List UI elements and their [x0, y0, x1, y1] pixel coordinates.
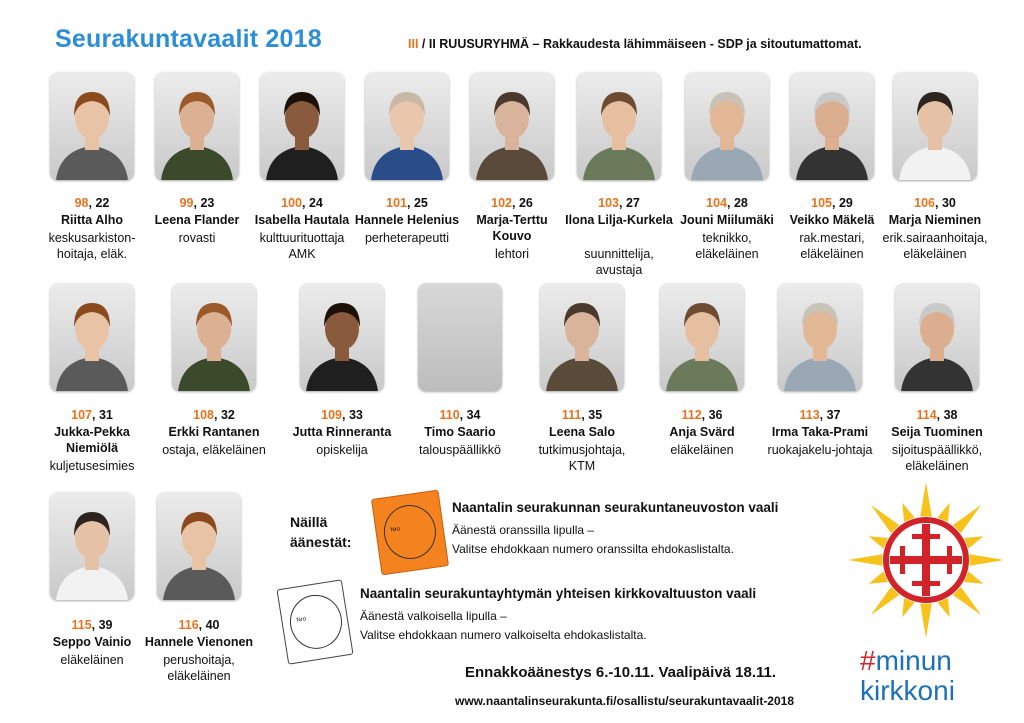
sun-ray — [902, 598, 914, 617]
portrait-silhouette — [660, 283, 744, 391]
candidate-number — [527, 408, 637, 422]
candidate-number-primary: 109 — [321, 408, 342, 422]
candidate-name: Ilona Lilja-Kurkela — [565, 213, 673, 227]
candidate-occupation: keskusarkiston-hoitaja, eläk. — [48, 231, 136, 261]
candidate-number — [882, 408, 992, 422]
white-vote-line2: Valitse ehdokkaan numero valkoiselta ehdokaslistalta. — [360, 628, 647, 642]
candidate-name: Erkki Rantanen — [168, 425, 260, 439]
candidate-photo — [365, 72, 449, 180]
candidate-name: Jouni Miilumäki — [680, 213, 774, 227]
candidate-number-secondary: , 33 — [342, 408, 363, 422]
candidate-number — [405, 408, 515, 422]
portrait-silhouette — [157, 492, 241, 600]
candidate-number-secondary: , 31 — [92, 408, 113, 422]
minun-kirkkoni-wordmark — [860, 646, 955, 706]
candidate-photo — [577, 72, 661, 180]
white-vote-line1: Äänestä valkoisella lipulla – — [360, 609, 507, 623]
candidate-number-primary: 107 — [71, 408, 92, 422]
candidate-occupation: kuljetusesimies — [49, 459, 135, 473]
candidate-photo — [540, 283, 624, 391]
candidate-occupation: erik.sairaanhoitaja, eläkeläinen — [882, 231, 988, 261]
candidate-name: Anja Svärd — [669, 425, 735, 439]
portrait-silhouette — [790, 72, 874, 180]
candidate-name: Leena Flander — [154, 213, 240, 227]
sun-ray — [970, 554, 1004, 565]
ballot-number-mark: Nro — [296, 616, 307, 624]
page-subtitle — [408, 37, 862, 51]
candidate-number — [287, 408, 397, 422]
candidate-number — [647, 408, 757, 422]
wordmark-line1: minun — [875, 645, 952, 676]
sun-ray — [953, 587, 981, 615]
candidate-number-primary: 104 — [706, 196, 727, 210]
candidate-number — [159, 408, 269, 422]
candidate-number — [352, 196, 462, 210]
candidate-occupation: opiskelija — [316, 443, 368, 457]
church-sun-logo — [846, 480, 1006, 640]
candidate-occupation: talouspäällikkö — [419, 443, 501, 457]
candidate-number-primary: 103 — [598, 196, 619, 210]
sun-ray — [869, 536, 888, 548]
candidate-number-secondary: , 27 — [619, 196, 640, 210]
candidate-photo — [50, 283, 134, 391]
candidate-number — [457, 196, 567, 210]
candidate-photo — [685, 72, 769, 180]
candidate-occupation: teknikko, eläkeläinen — [695, 231, 759, 261]
candidate-number-primary: 98 — [74, 196, 89, 210]
candidate-occupation: kulttuurituottaja AMK — [259, 231, 345, 261]
subtitle-text: / II RUUSURYHMÄ – Rakkaudesta lähimmäiseen - SDP ja sitoutumattomat. — [418, 37, 862, 51]
candidate-name: Seppo Vainio — [52, 635, 132, 649]
candidate-name: Timo Saario — [424, 425, 496, 439]
candidate-number-primary: 113 — [799, 408, 820, 422]
candidate-photo — [895, 283, 979, 391]
candidate-number-secondary: , 35 — [581, 408, 603, 422]
candidate-number-secondary: , 29 — [832, 196, 853, 210]
candidate-number-primary: 101 — [386, 196, 407, 210]
sun-ray — [871, 505, 899, 533]
election-dates: Ennakkoäänestys 6.-10.11. Vaalipäivä 18.11. — [465, 664, 777, 681]
candidate-photo — [157, 492, 241, 600]
candidate-photo — [155, 72, 239, 180]
candidate-number-primary: 116 — [178, 618, 199, 632]
candidate-number — [37, 408, 147, 422]
candidate-number — [37, 196, 147, 210]
candidate-number — [144, 618, 254, 632]
candidate-photo — [172, 283, 256, 391]
candidate-photo — [418, 283, 502, 391]
candidate-name: Marja-Terttu Kouvo — [476, 213, 548, 243]
sun-ray — [937, 503, 949, 522]
candidate-number — [247, 196, 357, 210]
candidate-number — [37, 618, 147, 632]
candidate-occupation: lehtori — [494, 247, 530, 261]
candidate-name: Hannele Vienonen — [144, 635, 254, 649]
orange-vote-line1: Äänestä oranssilla lipulla – — [452, 523, 595, 537]
portrait-silhouette — [155, 72, 239, 180]
candidate-photo — [50, 492, 134, 600]
candidate-number-primary: 106 — [914, 196, 935, 210]
candidate-number-secondary: , 32 — [214, 408, 235, 422]
candidate-number — [880, 196, 990, 210]
candidate-occupation: suunnittelija, avustaja — [584, 247, 654, 277]
candidate-number — [777, 196, 887, 210]
sun-ray — [937, 598, 949, 617]
portrait-silhouette — [50, 72, 134, 180]
candidate-photo — [470, 72, 554, 180]
candidate-occupation: ostaja, eläkeläinen — [162, 443, 266, 457]
orange-vote-heading: Naantalin seurakunnan seurakuntaneuvoston vaali — [452, 500, 779, 515]
portrait-silhouette — [260, 72, 344, 180]
candidate-photo — [260, 72, 344, 180]
candidate-occupation: tutkimusjohtaja, KTM — [538, 443, 626, 473]
candidate-name: Leena Salo — [549, 425, 615, 439]
page-title: Seurakuntavaalit 2018 — [55, 25, 322, 53]
candidate-number-secondary: , 34 — [459, 408, 481, 422]
candidate-photo — [300, 283, 384, 391]
candidate-number-primary: 112 — [681, 408, 702, 422]
candidate-name: Irma Taka-Prami — [771, 425, 869, 439]
ballot-circle — [286, 591, 346, 652]
website-link[interactable]: www.naantalinseurakunta.fi/osallistu/seurakuntavaalit-2018 — [455, 694, 795, 708]
portrait-silhouette — [685, 72, 769, 180]
candidate-photo — [660, 283, 744, 391]
ballot-circle — [380, 502, 439, 563]
portrait-silhouette — [577, 72, 661, 180]
candidate-number-secondary: , 38 — [936, 408, 958, 422]
candidate-photo — [50, 72, 134, 180]
candidate-number — [142, 196, 252, 210]
candidate-number — [564, 196, 674, 210]
candidate-name: Riitta Alho — [60, 213, 124, 227]
portrait-silhouette — [300, 283, 384, 391]
candidate-number-primary: 115 — [71, 618, 92, 632]
candidate-number-secondary: , 23 — [193, 196, 215, 210]
candidate-number-primary: 108 — [193, 408, 214, 422]
candidate-number-secondary: , 37 — [819, 408, 841, 422]
sun-ray — [964, 536, 983, 548]
candidate-name: Seija Tuominen — [891, 425, 983, 439]
candidate-number-primary: 105 — [811, 196, 832, 210]
white-vote-heading: Naantalin seurakuntayhtymän yhteisen kirkkovaltuuston vaali — [360, 586, 757, 601]
wordmark-line2: kirkkoni — [860, 675, 955, 706]
candidate-number-primary: 110 — [439, 408, 460, 422]
candidate-number-secondary: , 26 — [512, 196, 533, 210]
candidate-number-secondary: , 30 — [935, 196, 956, 210]
candidate-number — [765, 408, 875, 422]
ballot-number-mark: Nro — [390, 526, 401, 534]
portrait-silhouette — [172, 283, 256, 391]
portrait-silhouette — [50, 492, 134, 600]
candidate-number — [672, 196, 782, 210]
candidate-number-secondary: , 25 — [407, 196, 428, 210]
candidate-occupation: sijoituspäällikkö, eläkeläinen — [891, 443, 983, 473]
candidate-occupation: perheterapeutti — [364, 231, 450, 245]
portrait-silhouette — [50, 283, 134, 391]
candidate-number-secondary: , 24 — [302, 196, 323, 210]
portrait-silhouette — [778, 283, 862, 391]
subtitle-roman: III — [408, 37, 419, 51]
candidate-occupation: rak.mestari, eläkeläinen — [799, 231, 865, 261]
candidate-number-primary: 100 — [281, 196, 302, 210]
candidate-number-primary: 111 — [561, 408, 582, 422]
sun-ray — [902, 503, 914, 522]
sun-ray — [871, 587, 899, 615]
portrait-silhouette — [895, 283, 979, 391]
sun-ray — [848, 554, 882, 565]
candidate-name: Marja Nieminen — [888, 213, 982, 227]
candidate-number-secondary: , 28 — [727, 196, 748, 210]
candidate-number-secondary: , 22 — [88, 196, 110, 210]
candidate-occupation: eläkeläinen — [60, 653, 124, 667]
sun-ray — [920, 604, 931, 638]
candidate-photo — [893, 72, 977, 180]
candidate-number-primary: 114 — [916, 408, 937, 422]
candidate-number-secondary: , 36 — [701, 408, 723, 422]
candidate-occupation: perushoitaja, eläkeläinen — [163, 653, 235, 683]
candidate-number-secondary: , 40 — [198, 618, 220, 632]
candidate-number-secondary: , 39 — [91, 618, 113, 632]
white-ballot-image — [276, 579, 353, 664]
sun-ray — [869, 571, 888, 583]
candidate-photo — [778, 283, 862, 391]
orange-vote-line2: Valitse ehdokkaan numero oranssilta ehdokaslistalta. — [452, 542, 734, 556]
candidate-occupation: rovasti — [178, 231, 216, 245]
candidate-occupation: ruokajakelu-johtaja — [767, 443, 873, 457]
orange-ballot-image — [371, 490, 449, 576]
candidate-name: Jutta Rinneranta — [292, 425, 392, 439]
sun-ray — [953, 505, 981, 533]
candidate-name: Isabella Hautala — [254, 213, 350, 227]
candidate-occupation: eläkeläinen — [670, 443, 734, 457]
candidate-name: Veikko Mäkelä — [789, 213, 875, 227]
candidate-name: Jukka-Pekka Niemiölä — [54, 425, 130, 455]
candidate-number-primary: 99 — [179, 196, 194, 210]
vote-intro-text: Näillä äänestät: — [290, 514, 352, 550]
sun-ray — [920, 482, 931, 516]
portrait-silhouette — [540, 283, 624, 391]
candidate-photo — [790, 72, 874, 180]
portrait-silhouette — [470, 72, 554, 180]
hash-mark: # — [860, 645, 876, 676]
vote-intro-label — [290, 512, 370, 552]
sun-ray — [964, 571, 983, 583]
candidate-name: Hannele Helenius — [354, 213, 460, 227]
portrait-silhouette — [893, 72, 977, 180]
candidate-number-primary: 102 — [491, 196, 512, 210]
portrait-silhouette — [365, 72, 449, 180]
